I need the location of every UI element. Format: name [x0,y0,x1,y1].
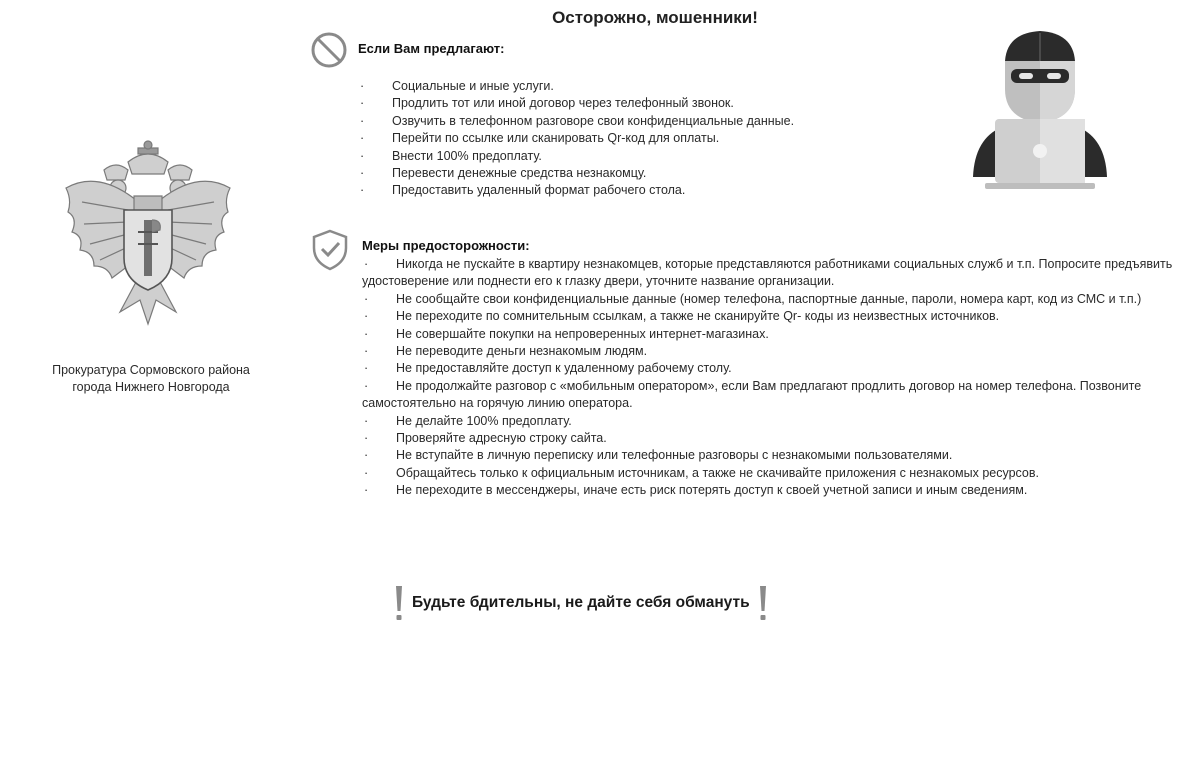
footer-text: Будьте бдительны, не дайте себя обмануть [412,594,750,611]
list-item: · Не продолжайте разговор с «мобильным оператором», если Вам предлагают продлить договор на номер телефона. Позвоните самостоятельно на горячую линию оператора. [362,378,1174,413]
exclamation-icon [392,584,406,622]
list-item: · Не делайте 100% предоплату. [362,413,1174,430]
list-item: · Озвучить в телефонном разговоре свои конфиденциальные данные. [360,113,794,130]
list-item: · Перейти по ссылке или сканировать Qr-код для оплаты. [360,130,794,147]
measures-list [362,256,1174,500]
organization-line-1: Прокуратура Сормовского района [52,363,250,377]
list-item: · Внести 100% предоплату. [360,148,794,165]
offers-list [360,78,794,200]
list-item: · Не переходите по сомнительным ссылкам, а также не сканируйте Qr- коды из неизвестных источников. [362,308,1174,325]
list-item: · Социальные и иные услуги. [360,78,794,95]
list-item: · Не совершайте покупки на непроверенных интернет-магазинах. [362,326,1174,343]
prosecutor-emblem-icon [58,140,238,340]
list-item: · Предоставить удаленный формат рабочего стола. [360,182,794,199]
list-item: · Не предоставляйте доступ к удаленному рабочему столу. [362,360,1174,377]
list-item: · Проверяйте адресную строку сайта. [362,430,1174,447]
organization-line-2: города Нижнего Новгорода [72,380,230,394]
ban-icon [310,31,348,69]
exclamation-icon [756,584,770,622]
list-item: · Не сообщайте свои конфиденциальные данные (номер телефона, паспортные данные, пароли, номера карт, код из СМС и т.п.) [362,291,1174,308]
list-item: · Не переводите деньги незнакомым людям. [362,343,1174,360]
footer-warning [392,582,770,624]
offers-heading: Если Вам предлагают: [358,41,505,56]
list-item: · Не переходите в мессенджеры, иначе есть риск потерять доступ к своей учетной записи и иным сведениям. [362,482,1174,499]
list-item: · Обращайтесь только к официальным источникам, а также не скачивайте приложения с незнакомых ресурсов. [362,465,1174,482]
shield-check-icon [310,228,350,272]
page-title: Осторожно, мошенники! [552,8,758,27]
measures-heading: Меры предосторожности: [362,238,530,253]
list-item: · Никогда не пускайте в квартиру незнакомцев, которые представляются работниками социальных служб и т.п. Попросите предъявить удостоверение или поднести его к глазку двери, уточните название организации. [362,256,1174,291]
list-item: · Не вступайте в личную переписку или телефонные разговоры с незнакомыми пользователями. [362,447,1174,464]
organization-name [20,362,282,396]
list-item: · Перевести денежные средства незнакомцу. [360,165,794,182]
list-item: · Продлить тот или иной договор через телефонный звонок. [360,95,794,112]
fraudster-laptop-icon [965,27,1115,192]
